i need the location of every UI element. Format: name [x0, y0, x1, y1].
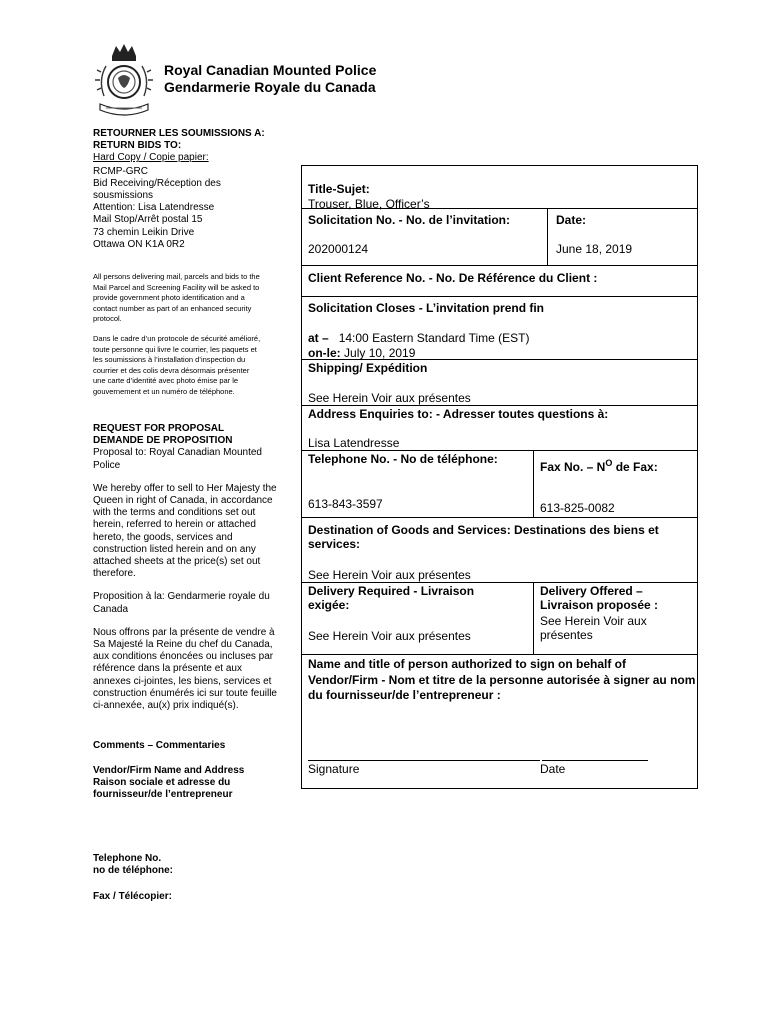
offer-line: annexes ci-jointes, les biens, services et: [93, 675, 272, 687]
phone-label: Telephone No. - No de téléphone:: [308, 452, 498, 466]
notice-line: courrier et des colis devra désormais présenter: [93, 365, 250, 375]
notice-line: provide government photo identification and a: [93, 293, 245, 302]
client-reference-label: Client Reference No. - No. De Référence du Client :: [308, 271, 598, 285]
fax-no-label-part: de Fax:: [612, 460, 658, 474]
rfp-title-en: REQUEST FOR PROPOSAL: [93, 423, 225, 434]
offer-line: Queen in right of Canada, in accordance: [93, 495, 273, 507]
shipping-value: See Herein Voir aux présentes: [308, 391, 471, 405]
offer-line: We hereby offer to sell to Her Majesty the: [93, 482, 277, 494]
offer-line: attached sheets at the price(s) set out: [93, 556, 261, 568]
notice-line: contact number as part of an enhanced security: [93, 303, 252, 313]
at-label: at –: [308, 331, 329, 345]
offer-line: therefore.: [93, 568, 136, 580]
rfp-title-fr: DEMANDE DE PROPOSITION: [93, 435, 233, 447]
title-value: Trouser, Blue, Officer’s: [308, 197, 430, 211]
offer-line: Sa Majesté la Reine du chef du Canada,: [93, 639, 273, 651]
solicitation-closes-label: Solicitation Closes - L’invitation prend fin: [308, 301, 545, 315]
org-name-en: Royal Canadian Mounted Police: [164, 62, 377, 78]
closing-time-value: 14:00 Eastern Standard Time (EST): [338, 331, 530, 345]
solicitation-no-label: Solicitation No. - No. de l’invitation:: [308, 213, 510, 227]
address-line: Bid Receiving/Réception des: [93, 177, 221, 189]
telephone-label: [93, 853, 291, 877]
on-label: on-le:: [308, 346, 341, 360]
address-line: Attention: Lisa Latendresse: [93, 202, 215, 214]
org-title: [164, 62, 376, 96]
delivery-required-label: Delivery Required - Livraison exigée:: [308, 584, 475, 612]
enquiries-label: Address Enquiries to: - Adresser toutes questions à:: [308, 407, 609, 421]
enquiries-value: Lisa Latendresse: [308, 436, 400, 450]
security-notice-en: [93, 272, 291, 325]
fax-no-label-part: Fax No. – N: [540, 460, 606, 474]
delivery-offered-value: See Herein Voir aux présentes: [540, 614, 647, 642]
delivery-offered-label: Delivery Offered – Livraison proposée :: [540, 584, 659, 612]
offer-text-en: [93, 483, 291, 581]
date-label: Date:: [556, 213, 587, 227]
address-line: RCMP-GRC: [93, 165, 148, 177]
offer-line: construction énumérés ici sur toute feuille: [93, 687, 277, 699]
title-label: Title-Sujet:: [308, 182, 370, 196]
date-value: June 18, 2019: [556, 242, 633, 256]
hard-copy-label: Hard Copy / Copie papier:: [93, 152, 209, 164]
date-line[interactable]: [542, 760, 648, 761]
return-bids-en: RETURN BIDS TO:: [93, 140, 182, 152]
offer-line: ci-annexée, au(x) prix indiqué(s).: [93, 700, 239, 712]
fax-no-label: [540, 456, 658, 474]
proposal-to: Police: [93, 459, 121, 471]
offer-line: with the terms and conditions set out: [93, 507, 256, 519]
org-name-fr: Gendarmerie Royale du Canada: [164, 79, 376, 95]
closing-time: [308, 331, 529, 345]
delivery-required-value: See Herein Voir aux présentes: [308, 629, 471, 643]
offer-line: référence dans la présente et aux: [93, 663, 242, 675]
notice-line: protocol.: [93, 314, 122, 323]
authorized-person-label: Name and title of person authorized to sign on behalf of Vendor/Firm - Nom et titre de la personne autorisée à signer au nom du fournisseur/de l’entrepreneur :: [308, 657, 696, 702]
fax-value: 613-825-0082: [540, 501, 615, 515]
closing-date: [308, 346, 415, 360]
solicitation-form: [301, 165, 698, 789]
return-address: [93, 166, 291, 251]
comments-label: Comments – Commentaries: [93, 740, 226, 751]
signature-line[interactable]: [308, 760, 540, 761]
signature-label: Signature: [308, 762, 360, 776]
offer-line: aux conditions énoncées ou incluses par: [93, 651, 274, 663]
notice-line: All persons delivering mail, parcels and bids to the: [93, 272, 260, 281]
offer-line: construction listed herein and on any: [93, 543, 256, 555]
offer-text-fr: [93, 627, 291, 712]
fax-no-superscript: O: [605, 458, 613, 468]
notice-line: une carte d’identité avec photo émise par le: [93, 376, 239, 385]
vendor-label: [93, 765, 291, 802]
vendor-line: Raison sociale et adresse du: [93, 777, 231, 789]
signature-date-label: Date: [540, 762, 566, 776]
rfp-block: [93, 423, 291, 712]
solicitation-no-value: 202000124: [308, 242, 369, 256]
return-bids-block: [93, 128, 291, 251]
telephone-line: Telephone No.: [93, 853, 162, 864]
notice-line: gouvernement et un numéro de téléphone.: [93, 386, 235, 396]
proposition-fr: Canada: [93, 603, 129, 615]
notice-line: Mail Parcel and Screening Facility will be asked to: [93, 282, 260, 292]
destination-label: Destination of Goods and Services: Destinations des biens et services:: [308, 523, 659, 551]
closing-date-value: July 10, 2019: [344, 346, 416, 360]
address-line: Ottawa ON K1A 0R2: [93, 238, 185, 250]
vendor-line: fournisseur/de l’entrepreneur: [93, 789, 233, 801]
address-line: 73 chemin Leikin Drive: [93, 226, 195, 238]
proposal-to: Proposal to: Royal Canadian Mounted: [93, 447, 262, 459]
offer-line: hereto, the goods, services and: [93, 531, 233, 543]
shipping-label: Shipping/ Expédition: [308, 361, 428, 375]
rcmp-crest-icon: [92, 42, 156, 118]
security-notice-fr: [93, 334, 291, 397]
proposition-fr: Proposition à la: Gendarmerie royale du: [93, 591, 270, 603]
offer-line: Nous offrons par la présente de vendre à: [93, 626, 275, 638]
phone-value: 613-843-3597: [308, 497, 383, 511]
fax-label: Fax / Télécopier:: [93, 891, 172, 902]
address-line: sousmissions: [93, 190, 154, 202]
return-bids-fr: RETOURNER LES SOUMISSIONS A:: [93, 128, 265, 139]
notice-line: Dans le cadre d’un protocole de sécurité amélioré,: [93, 334, 261, 343]
vendor-line: Vendor/Firm Name and Address: [93, 765, 245, 776]
notice-line: les soumissions à l’installation d’inspection du: [93, 355, 246, 364]
notice-line: toute personne qui livre le courrier, les paquets et: [93, 344, 257, 354]
offer-line: herein, referred to herein or attached: [93, 519, 256, 531]
destination-value: See Herein Voir aux présentes: [308, 568, 471, 582]
address-line: Mail Stop/Arrêt postal 15: [93, 214, 203, 226]
telephone-line: no de téléphone:: [93, 865, 173, 877]
